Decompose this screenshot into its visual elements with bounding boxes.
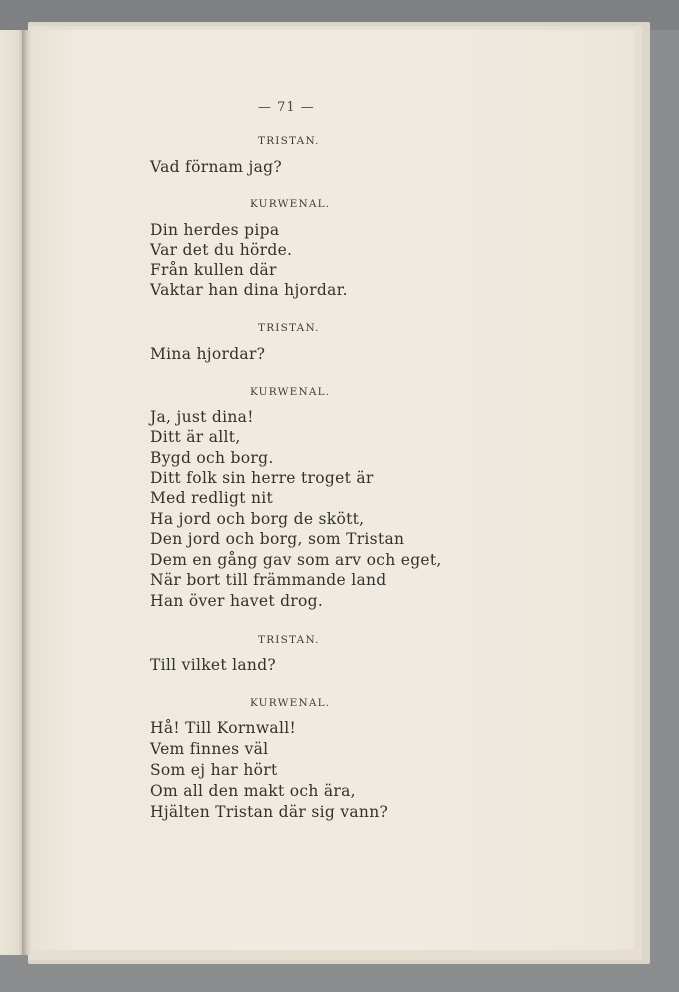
speaker-name: TRISTAN. [258, 322, 320, 334]
verse-line: Dem en gång gav som arv och eget, [150, 551, 442, 569]
verse-line: Ja, just dina! [150, 408, 254, 426]
verse-line: Från kullen där [150, 261, 277, 279]
speaker-name: KURWENAL. [250, 198, 331, 210]
verse-line: Med redligt nit [150, 489, 274, 507]
verse-line: Ha jord och borg de skött, [150, 510, 365, 528]
verse-line: Din herdes pipa [150, 221, 280, 239]
speaker-name: TRISTAN. [258, 135, 320, 147]
verse-line: Som ej har hört [150, 761, 278, 779]
verse-line: Var det du hörde. [150, 241, 293, 259]
verse-line: Ditt folk sin herre troget är [150, 469, 374, 487]
verse-line: När bort till främmande land [150, 571, 387, 589]
verse-line: Mina hjordar? [150, 345, 266, 363]
page-number: — 71 — [258, 100, 315, 115]
verse-line: Om all den makt och ära, [150, 782, 356, 800]
verse-line: Ditt är allt, [150, 428, 241, 446]
verse-line: Hå! Till Kornwall! [150, 719, 296, 737]
verse-line: Vad förnam jag? [150, 158, 282, 176]
verse-line: Han över havet drog. [150, 592, 324, 610]
verse-line: Vem finnes väl [150, 740, 269, 758]
verse-line: Den jord och borg, som Tristan [150, 530, 405, 548]
speaker-name: TRISTAN. [258, 634, 320, 646]
book-gutter [22, 30, 32, 955]
verse-line: Vaktar han dina hjordar. [150, 281, 348, 299]
speaker-name: KURWENAL. [250, 697, 331, 709]
verse-line: Till vilket land? [150, 656, 277, 674]
speaker-name: KURWENAL. [250, 386, 331, 398]
verse-line: Hjälten Tristan där sig vann? [150, 803, 389, 821]
verse-line: Bygd och borg. [150, 449, 274, 467]
